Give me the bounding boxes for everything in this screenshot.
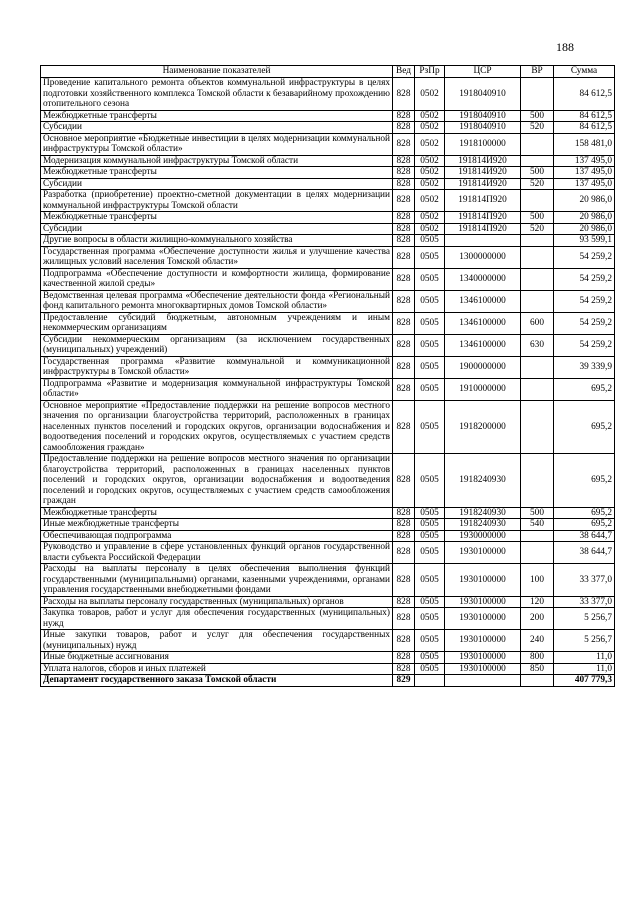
table-row	[41, 507, 615, 519]
header-name: Наименование показателей	[41, 66, 393, 78]
cell-name: Межбюджетные трансферты	[41, 212, 393, 224]
table-row	[41, 564, 615, 597]
cell-rzpr: 0502	[415, 212, 445, 224]
table-row	[41, 246, 615, 268]
table-row	[41, 167, 615, 179]
cell-vr: 520	[521, 223, 554, 235]
cell-csr: 1918040910	[445, 110, 521, 122]
cell-csr: 1930100000	[445, 608, 521, 630]
cell-sum: 158 481,0	[554, 133, 615, 155]
cell-csr: 191814П920	[445, 223, 521, 235]
cell-rzpr: 0502	[415, 190, 445, 212]
cell-sum: 54 259,2	[554, 312, 615, 334]
cell-vr: 200	[521, 608, 554, 630]
cell-vr	[521, 454, 554, 508]
table-row	[41, 178, 615, 190]
cell-csr: 1346100000	[445, 290, 521, 312]
cell-vr	[521, 235, 554, 247]
table-row	[41, 400, 615, 454]
cell-vr: 120	[521, 596, 554, 608]
cell-name: Иные закупки товаров, работ и услуг для обеспечения государственных (муниципальных) нужд	[41, 630, 393, 652]
cell-name: Закупка товаров, работ и услуг для обеспечения государственных (муниципальных) нужд	[41, 608, 393, 630]
cell-csr: 1930100000	[445, 663, 521, 675]
cell-vr: 540	[521, 519, 554, 531]
cell-sum: 407 779,3	[554, 675, 615, 687]
cell-rzpr: 0505	[415, 235, 445, 247]
cell-name: Государственная программа «Развитие коммунальной и коммуникационной инфраструктуры в Томской области»	[41, 356, 393, 378]
cell-name: Предоставление поддержки на решение вопросов местного значения по организации благоустройства территорий, расположенных в границах населенных пунктов поселений и городских округов, организации водоснабжения и водоотведения поселений и городских округов, осуществляемых с участием средств самообложения граждан	[41, 454, 393, 508]
cell-name: Иные межбюджетные трансферты	[41, 519, 393, 531]
cell-sum: 33 377,0	[554, 564, 615, 597]
table-row	[41, 122, 615, 134]
cell-name: Обеспечивающая подпрограмма	[41, 530, 393, 542]
cell-ved: 828	[393, 378, 415, 400]
header-sum: Сумма	[554, 66, 615, 78]
cell-vr: 500	[521, 507, 554, 519]
cell-ved: 828	[393, 400, 415, 454]
cell-sum: 20 986,0	[554, 190, 615, 212]
cell-ved: 828	[393, 663, 415, 675]
cell-vr: 600	[521, 312, 554, 334]
cell-ved: 828	[393, 246, 415, 268]
table-row	[41, 290, 615, 312]
cell-sum: 38 644,7	[554, 530, 615, 542]
cell-vr	[521, 246, 554, 268]
cell-vr	[521, 378, 554, 400]
cell-rzpr: 0502	[415, 122, 445, 134]
cell-name: Проведение капитального ремонта объектов коммунальной инфраструктуры в целях подготовки хозяйственного комплекса Томской области к безаварийному прохождению отопительного сезона	[41, 78, 393, 111]
cell-csr: 1930100000	[445, 542, 521, 564]
table-row	[41, 312, 615, 334]
cell-sum: 84 612,5	[554, 122, 615, 134]
cell-csr: 1930000000	[445, 530, 521, 542]
table-row	[41, 530, 615, 542]
cell-name: Уплата налогов, сборов и иных платежей	[41, 663, 393, 675]
cell-name: Департамент государственного заказа Томской области	[41, 675, 393, 687]
cell-csr: 1918240930	[445, 519, 521, 531]
cell-csr: 1918100000	[445, 133, 521, 155]
cell-name: Расходы на выплаты персоналу в целях обеспечения выполнения функций государственными (муниципальными) органами, казенными учреждениями, органами управления государственными внебюджетными фондами	[41, 564, 393, 597]
cell-sum: 695,2	[554, 378, 615, 400]
cell-vr: 800	[521, 652, 554, 664]
cell-rzpr	[415, 675, 445, 687]
cell-sum: 137 495,0	[554, 178, 615, 190]
cell-rzpr: 0505	[415, 290, 445, 312]
cell-vr	[521, 542, 554, 564]
cell-vr: 850	[521, 663, 554, 675]
cell-csr: 1900000000	[445, 356, 521, 378]
cell-name: Субсидии	[41, 122, 393, 134]
cell-name: Модернизация коммунальной инфраструктуры Томской области	[41, 155, 393, 167]
cell-ved: 828	[393, 519, 415, 531]
cell-vr: 630	[521, 334, 554, 356]
cell-rzpr: 0505	[415, 507, 445, 519]
table-row	[41, 356, 615, 378]
cell-sum: 84 612,5	[554, 78, 615, 111]
cell-csr: 1930100000	[445, 564, 521, 597]
table-row	[41, 378, 615, 400]
cell-rzpr: 0505	[415, 564, 445, 597]
cell-rzpr: 0502	[415, 223, 445, 235]
cell-rzpr: 0505	[415, 519, 445, 531]
table-row	[41, 190, 615, 212]
cell-sum: 137 495,0	[554, 155, 615, 167]
cell-name: Руководство и управление в сфере установленных функций органов государственной власти субъекта Российской Федерации	[41, 542, 393, 564]
cell-ved: 828	[393, 334, 415, 356]
cell-sum: 695,2	[554, 400, 615, 454]
table-row	[41, 652, 615, 664]
cell-rzpr: 0505	[415, 530, 445, 542]
cell-sum: 33 377,0	[554, 596, 615, 608]
cell-ved: 828	[393, 608, 415, 630]
cell-rzpr: 0505	[415, 454, 445, 508]
table-body	[41, 78, 615, 687]
cell-rzpr: 0505	[415, 663, 445, 675]
cell-vr: 520	[521, 122, 554, 134]
cell-name: Другие вопросы в области жилищно-коммунального хозяйства	[41, 235, 393, 247]
cell-ved: 828	[393, 133, 415, 155]
cell-rzpr: 0505	[415, 356, 445, 378]
header-csr: ЦСР	[445, 66, 521, 78]
page-number: 188	[556, 40, 574, 54]
cell-sum: 54 259,2	[554, 268, 615, 290]
cell-sum: 93 599,1	[554, 235, 615, 247]
cell-sum: 84 612,5	[554, 110, 615, 122]
cell-ved: 828	[393, 564, 415, 597]
table-row	[41, 630, 615, 652]
cell-csr: 1930100000	[445, 652, 521, 664]
cell-name: Подпрограмма «Обеспечение доступности и комфортности жилища, формирование качественной жилой среды»	[41, 268, 393, 290]
cell-ved: 828	[393, 652, 415, 664]
cell-sum: 20 986,0	[554, 212, 615, 224]
cell-vr	[521, 133, 554, 155]
cell-name: Расходы на выплаты персоналу государственных (муниципальных) органов	[41, 596, 393, 608]
cell-ved: 828	[393, 155, 415, 167]
table-row	[41, 454, 615, 508]
cell-sum: 38 644,7	[554, 542, 615, 564]
cell-vr	[521, 190, 554, 212]
table-header-row	[41, 66, 615, 78]
table-row	[41, 133, 615, 155]
table-row	[41, 334, 615, 356]
table-row	[41, 675, 615, 687]
cell-ved: 828	[393, 507, 415, 519]
cell-ved: 828	[393, 312, 415, 334]
cell-rzpr: 0505	[415, 596, 445, 608]
table-row	[41, 235, 615, 247]
cell-csr: 1346100000	[445, 334, 521, 356]
cell-name: Разработка (приобретение) проектно-сметной документации в целях модернизации коммунальной инфраструктуры Томской области	[41, 190, 393, 212]
cell-name: Подпрограмма «Развитие и модернизация коммунальной инфраструктуры Томской области»	[41, 378, 393, 400]
cell-sum: 137 495,0	[554, 167, 615, 179]
cell-vr	[521, 268, 554, 290]
cell-rzpr: 0505	[415, 246, 445, 268]
cell-ved: 828	[393, 122, 415, 134]
cell-ved: 828	[393, 110, 415, 122]
cell-vr	[521, 78, 554, 111]
cell-ved: 828	[393, 630, 415, 652]
cell-sum: 11,0	[554, 652, 615, 664]
cell-sum: 54 259,2	[554, 246, 615, 268]
table-row	[41, 268, 615, 290]
cell-csr	[445, 675, 521, 687]
cell-csr: 1340000000	[445, 268, 521, 290]
table-row	[41, 608, 615, 630]
cell-sum: 20 986,0	[554, 223, 615, 235]
cell-ved: 828	[393, 542, 415, 564]
cell-csr: 1930100000	[445, 596, 521, 608]
cell-name: Иные бюджетные ассигнования	[41, 652, 393, 664]
cell-ved: 828	[393, 596, 415, 608]
cell-csr: 1918200000	[445, 400, 521, 454]
cell-rzpr: 0505	[415, 542, 445, 564]
cell-name: Субсидии	[41, 223, 393, 235]
cell-sum: 5 256,7	[554, 630, 615, 652]
table-row	[41, 596, 615, 608]
cell-rzpr: 0505	[415, 334, 445, 356]
cell-vr	[521, 675, 554, 687]
cell-vr	[521, 290, 554, 312]
cell-rzpr: 0502	[415, 167, 445, 179]
cell-csr: 191814И920	[445, 155, 521, 167]
cell-sum: 695,2	[554, 454, 615, 508]
cell-ved: 828	[393, 530, 415, 542]
cell-name: Основное мероприятие «Бюджетные инвестиции в целях модернизации коммунальной инфраструктуры Томской области»	[41, 133, 393, 155]
cell-name: Межбюджетные трансферты	[41, 167, 393, 179]
cell-sum: 11,0	[554, 663, 615, 675]
cell-csr: 1910000000	[445, 378, 521, 400]
cell-rzpr: 0505	[415, 652, 445, 664]
cell-ved: 828	[393, 356, 415, 378]
table-row	[41, 212, 615, 224]
cell-csr: 1918040910	[445, 78, 521, 111]
cell-csr: 1918240930	[445, 507, 521, 519]
cell-rzpr: 0505	[415, 378, 445, 400]
cell-csr: 1918240930	[445, 454, 521, 508]
cell-name: Субсидии	[41, 178, 393, 190]
cell-vr: 500	[521, 212, 554, 224]
cell-vr	[521, 400, 554, 454]
cell-sum: 39 339,9	[554, 356, 615, 378]
cell-ved: 828	[393, 190, 415, 212]
cell-rzpr: 0502	[415, 178, 445, 190]
table-row	[41, 223, 615, 235]
cell-csr: 191814И920	[445, 178, 521, 190]
cell-csr: 1918040910	[445, 122, 521, 134]
cell-name: Государственная программа «Обеспечение доступности жилья и улучшение качества жилищных условий населения Томской области»	[41, 246, 393, 268]
cell-csr: 191814П920	[445, 212, 521, 224]
table-row	[41, 155, 615, 167]
cell-name: Межбюджетные трансферты	[41, 507, 393, 519]
table-row	[41, 542, 615, 564]
cell-name: Субсидии некоммерческим организациям (за исключением государственных (муниципальных) учреждений)	[41, 334, 393, 356]
cell-sum: 54 259,2	[554, 334, 615, 356]
cell-ved: 828	[393, 454, 415, 508]
header-vr: ВР	[521, 66, 554, 78]
cell-name: Ведомственная целевая программа «Обеспечение деятельности фонда «Региональный фонд капитального ремонта многоквартирных домов Томской области»	[41, 290, 393, 312]
cell-vr	[521, 530, 554, 542]
cell-ved: 828	[393, 290, 415, 312]
cell-ved: 828	[393, 223, 415, 235]
cell-vr: 520	[521, 178, 554, 190]
cell-rzpr: 0505	[415, 268, 445, 290]
budget-table	[40, 65, 615, 687]
cell-name: Основное мероприятие «Предоставление поддержки на решение вопросов местного значения по организации благоустройства территорий, расположенных в границах населенных пунктов поселений и городских округов, организации водоснабжения и водоотведения поселений и городских округов, осуществляемых с участием средств самообложения граждан»	[41, 400, 393, 454]
cell-csr: 1930100000	[445, 630, 521, 652]
cell-sum: 695,2	[554, 519, 615, 531]
cell-vr: 100	[521, 564, 554, 597]
cell-csr: 191814П920	[445, 190, 521, 212]
cell-vr: 500	[521, 167, 554, 179]
cell-vr	[521, 356, 554, 378]
table-row	[41, 519, 615, 531]
cell-name: Межбюджетные трансферты	[41, 110, 393, 122]
cell-rzpr: 0502	[415, 110, 445, 122]
cell-sum: 5 256,7	[554, 608, 615, 630]
cell-vr	[521, 155, 554, 167]
cell-rzpr: 0505	[415, 312, 445, 334]
cell-csr: 1346100000	[445, 312, 521, 334]
cell-rzpr: 0505	[415, 630, 445, 652]
cell-vr: 500	[521, 110, 554, 122]
cell-ved: 828	[393, 268, 415, 290]
cell-csr	[445, 235, 521, 247]
cell-rzpr: 0505	[415, 400, 445, 454]
cell-ved: 828	[393, 178, 415, 190]
cell-rzpr: 0502	[415, 133, 445, 155]
cell-csr: 1300000000	[445, 246, 521, 268]
cell-sum: 54 259,2	[554, 290, 615, 312]
cell-ved: 828	[393, 212, 415, 224]
header-rzpr: РзПр	[415, 66, 445, 78]
table-row	[41, 78, 615, 111]
cell-rzpr: 0502	[415, 78, 445, 111]
table-row	[41, 663, 615, 675]
cell-rzpr: 0502	[415, 155, 445, 167]
cell-name: Предоставление субсидий бюджетным, автономным учреждениям и иным некоммерческим организациям	[41, 312, 393, 334]
cell-csr: 191814И920	[445, 167, 521, 179]
table-row	[41, 110, 615, 122]
header-ved: Вед	[393, 66, 415, 78]
cell-ved: 828	[393, 235, 415, 247]
cell-ved: 828	[393, 78, 415, 111]
cell-ved: 828	[393, 167, 415, 179]
cell-vr: 240	[521, 630, 554, 652]
cell-ved: 829	[393, 675, 415, 687]
cell-rzpr: 0505	[415, 608, 445, 630]
cell-sum: 695,2	[554, 507, 615, 519]
